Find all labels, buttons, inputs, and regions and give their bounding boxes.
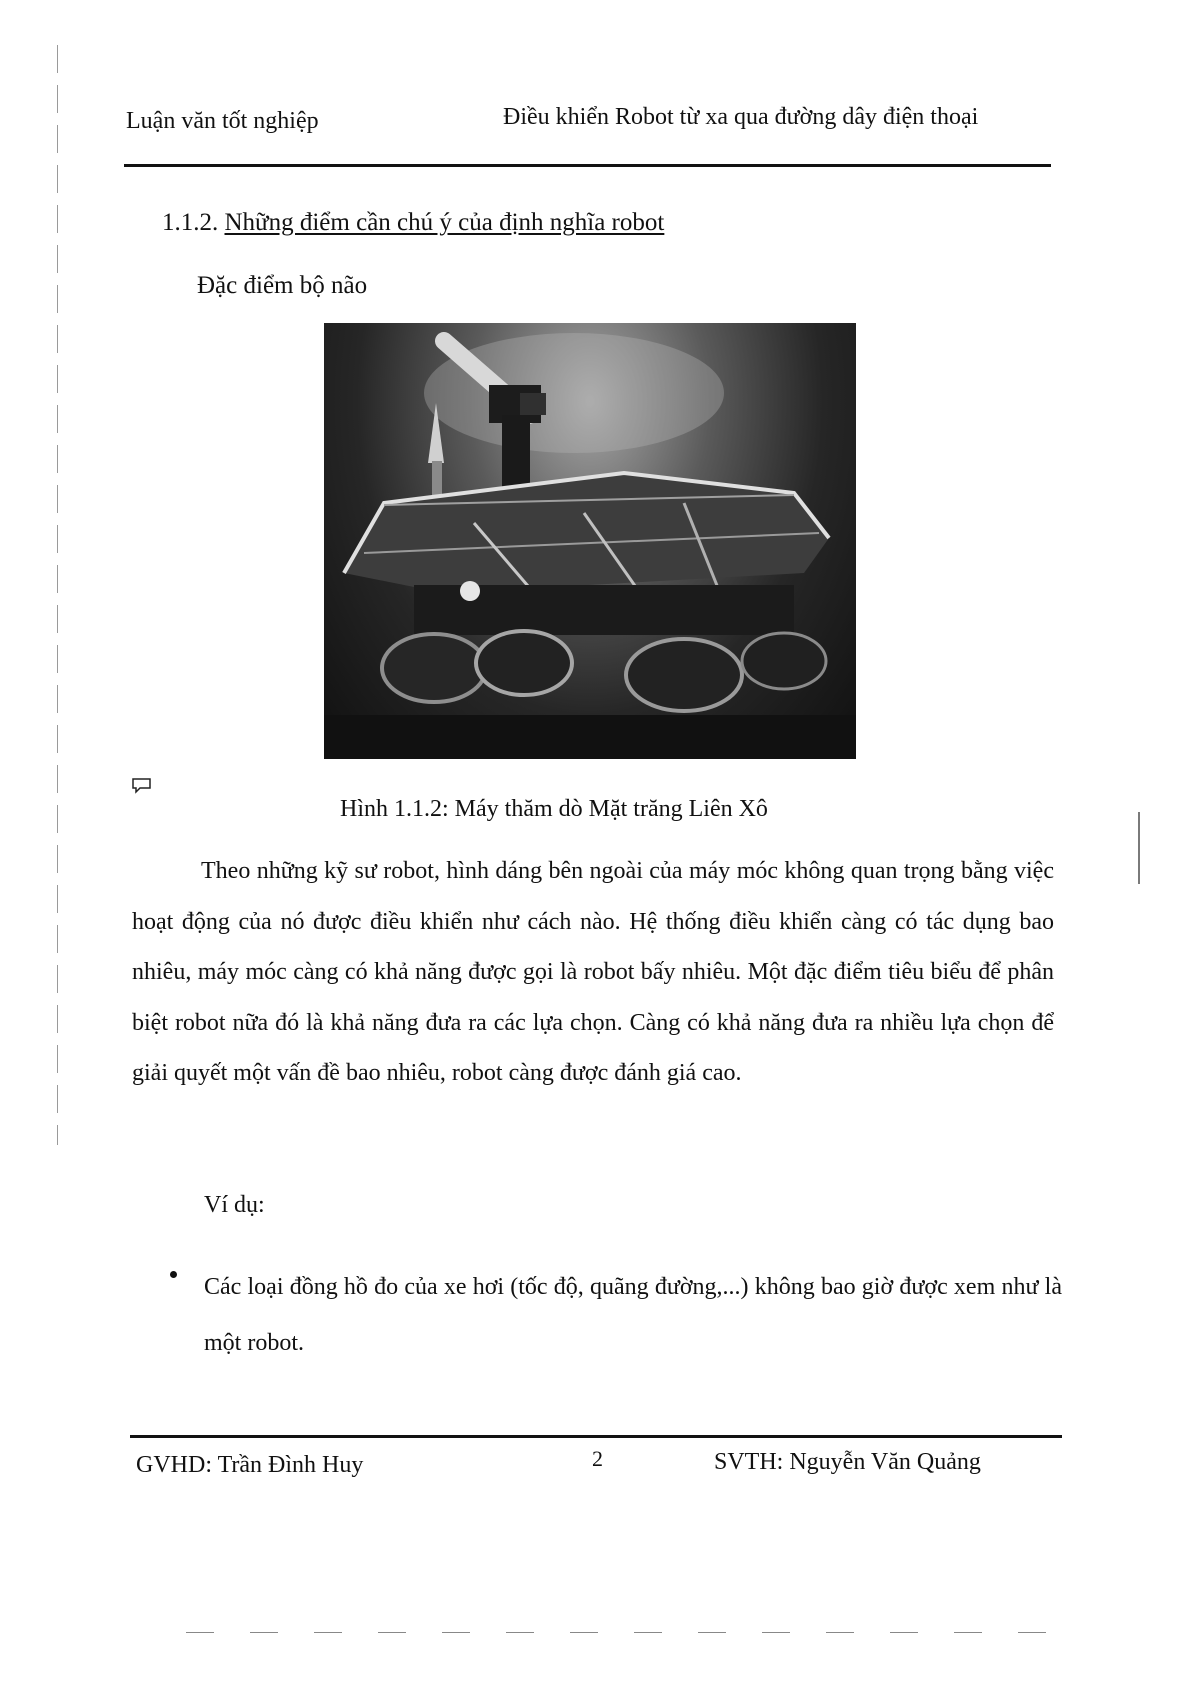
scan-margin-mark [1138, 812, 1140, 884]
example-label: Ví dụ: [204, 1192, 265, 1218]
page-number: 2 [592, 1446, 603, 1471]
section-heading [162, 209, 664, 237]
header-rule [124, 164, 1051, 167]
bullet-item: Các loại đồng hồ đo của xe hơi (tốc độ, quãng đường,...) không bao giờ được xem như là một robot. [204, 1274, 1062, 1356]
section-title: Những điểm cần chú ý của định nghĩa robot [224, 209, 665, 236]
footer-student: SVTH: Nguyễn Văn Quảng [714, 1449, 981, 1475]
scan-bottom-dashes [186, 1632, 1052, 1633]
comment-icon [131, 776, 153, 794]
body-paragraph: Theo những kỹ sư robot, hình dáng bên ngoài của máy móc không quan trọng bằng việc hoạt động của nó được điều khiển như cách nào. Hệ thống điều khiển càng có tác dụng bao nhiêu, máy móc càng có khả năng được gọi là robot bấy nhiêu. Một đặc điểm tiêu biểu để phân biệt robot nữa đó là khả năng đưa ra các lựa chọn. Càng có khả năng đưa ra nhiều lựa chọn để giải quyết một vấn đề bao nhiêu, robot càng được đánh giá cao. [132, 858, 1054, 1086]
rover-illustration [324, 323, 856, 759]
header-right: Điều khiển Robot từ xa qua đường dây điện thoại [503, 104, 979, 130]
lunar-rover-photo [324, 323, 856, 759]
header-left: Luận văn tốt nghiệp [126, 108, 319, 134]
footer-rule [130, 1435, 1062, 1438]
subheading: Đặc điểm bộ não [197, 272, 368, 299]
scan-edge-marks [57, 45, 58, 1145]
bullet-icon [170, 1271, 177, 1278]
footer-advisor: GVHD: Trần Đình Huy [136, 1452, 364, 1478]
section-number: 1.1.2. [162, 209, 219, 236]
figure-caption: Hình 1.1.2: Máy thăm dò Mặt trăng Liên Xô [340, 796, 768, 822]
